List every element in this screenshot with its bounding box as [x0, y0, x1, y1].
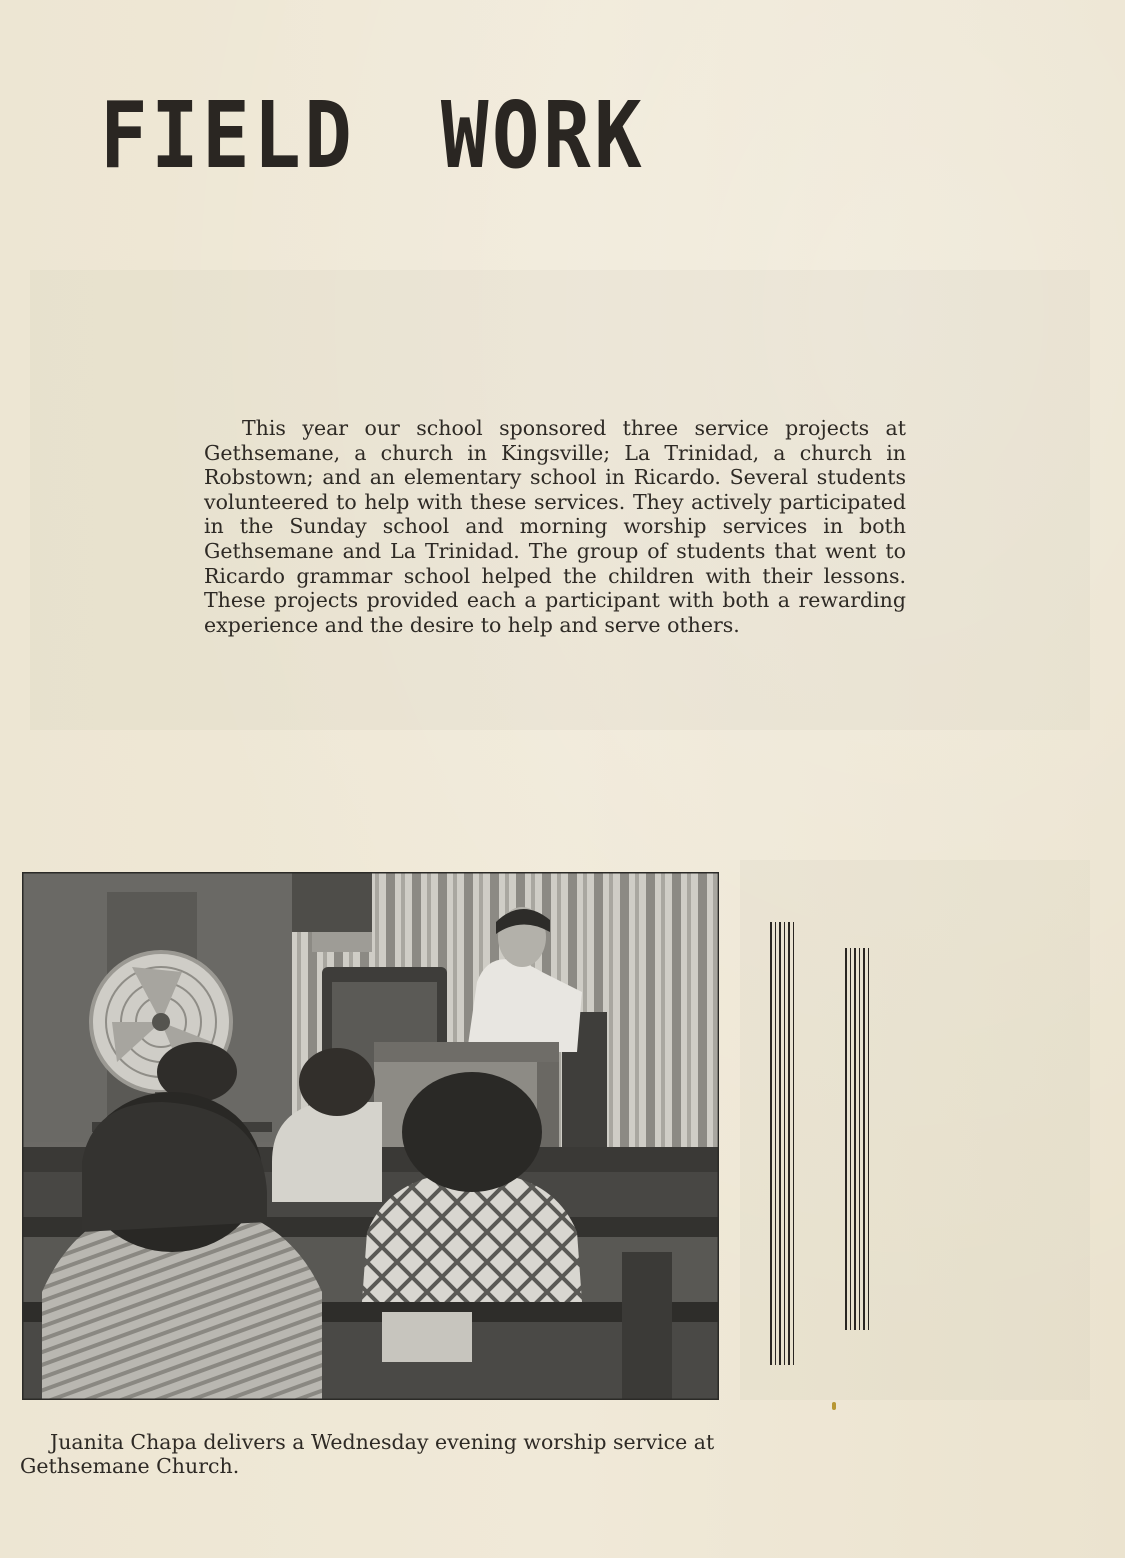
church-photo [22, 872, 719, 1400]
decorative-rule-lines-right [845, 948, 869, 1330]
decorative-rule-lines-left [770, 922, 794, 1365]
page-title: FIELD WORK [100, 82, 646, 189]
photo-illustration [22, 872, 719, 1400]
paper-speck [832, 1402, 836, 1410]
photo-caption: Juanita Chapa delivers a Wednesday evening worship service at Gethsemane Church. [20, 1430, 715, 1478]
body-paragraph: This year our school sponsored three service projects at Gethsemane, a church in Kingsville; La Trinidad, a church in Robstown; and an elementary school in Ricardo. Several students volunteered to help with these services. They actively participated in the Sunday school and morning worship services in both Gethsemane and La Trinidad. The group of students that went to Ricardo grammar school helped the children with their lessons. These projects provided each a participant with both a rewarding experience and the desire to help and serve others. [204, 416, 906, 637]
